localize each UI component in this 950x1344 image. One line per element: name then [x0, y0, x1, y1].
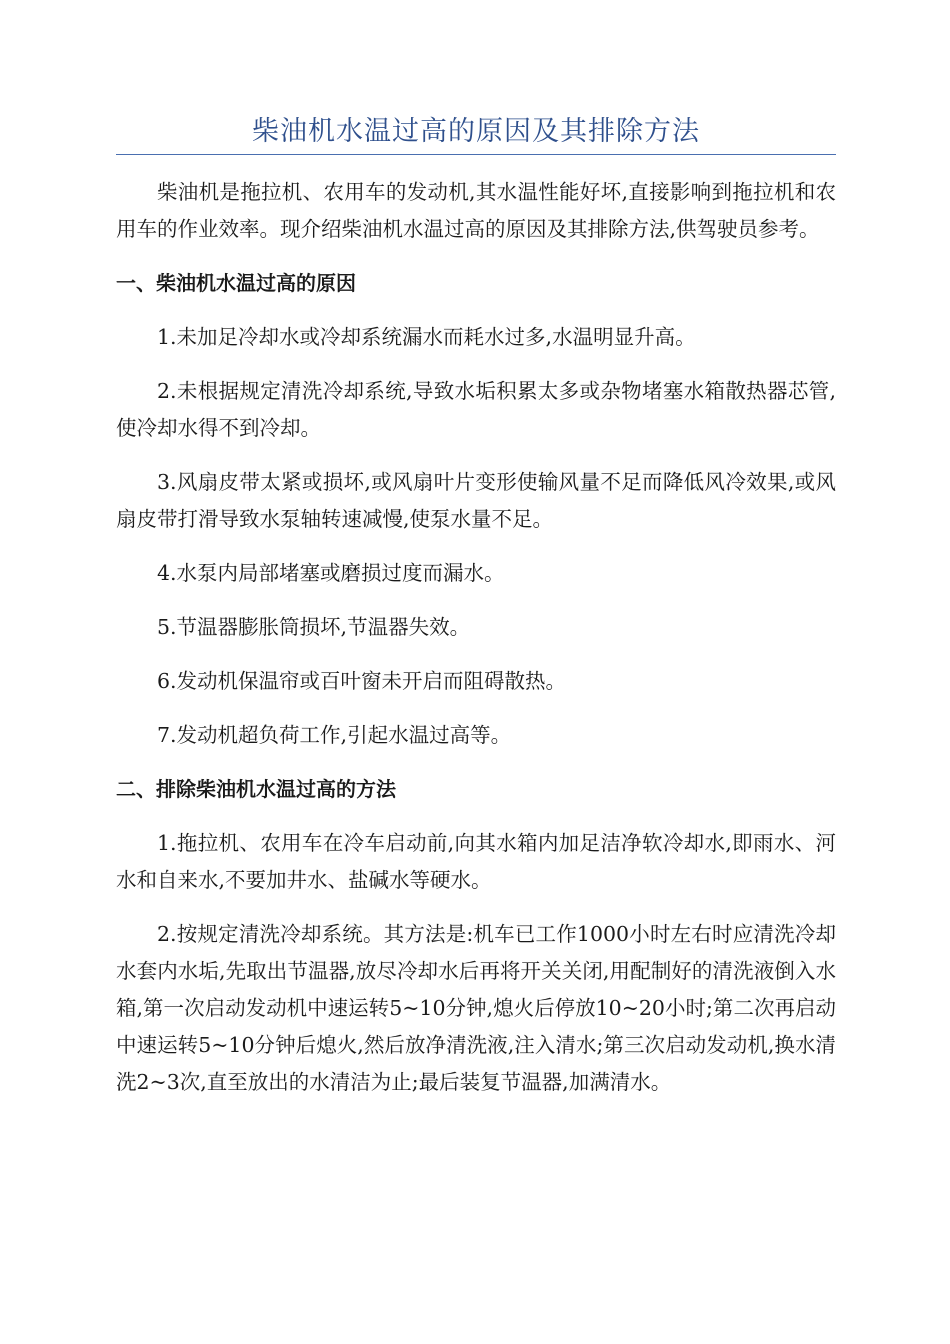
- section-1-item-1: 1.未加足冷却水或冷却系统漏水而耗水过多,水温明显升高。: [157, 325, 696, 349]
- title-underline: [116, 154, 836, 155]
- document-title: 柴油机水温过高的原因及其排除方法: [252, 116, 700, 147]
- section-1-item-5: 5.节温器膨胀筒损坏,节温器失效。: [157, 615, 471, 639]
- section-1-item-6: 6.发动机保温帘或百叶窗未开启而阻碍散热。: [157, 669, 567, 693]
- section-2-item-2: 2.按规定清洗冷却系统。其方法是:机车已工作1000小时左右时应清洗冷却水套内水垢,先取出节温器,放尽冷却水后再将开关关闭,用配制好的清洗液倒入水箱,第一次启动发动机中速运转5~10分钟,熄火后停放10~20小时;第二次再启动中速运转5~10分钟后熄火,然后放净清洗液,注入清水;第三次启动发动机,换水清洗2~3次,直至放出的水清洁为止;最后装复节温器,加满清水。: [116, 922, 836, 1094]
- section-1-item-4: 4.水泵内局部堵塞或磨损过度而漏水。: [157, 561, 505, 585]
- section-1-item-3: 3.风扇皮带太紧或损坏,或风扇叶片变形使输风量不足而降低风冷效果,或风扇皮带打滑导致水泵轴转速减慢,使泵水量不足。: [116, 470, 836, 531]
- document-body: [116, 174, 836, 1118]
- section-2-heading: 二、排除柴油机水温过高的方法: [116, 777, 396, 801]
- section-2-item-1: 1.拖拉机、农用车在冷车启动前,向其水箱内加足洁净软冷却水,即雨水、河水和自来水,不要加井水、盐碱水等硬水。: [116, 831, 836, 892]
- section-1-heading: 一、柴油机水温过高的原因: [116, 271, 356, 295]
- section-1-item-2: 2.未根据规定清洗冷却系统,导致水垢积累太多或杂物堵塞水箱散热器芯管,使冷却水得不到冷却。: [116, 379, 836, 440]
- section-1-item-7: 7.发动机超负荷工作,引起水温过高等。: [157, 723, 512, 747]
- intro-paragraph: 柴油机是拖拉机、农用车的发动机,其水温性能好坏,直接影响到拖拉机和农用车的作业效率。现介绍柴油机水温过高的原因及其排除方法,供驾驶员参考。: [116, 180, 836, 241]
